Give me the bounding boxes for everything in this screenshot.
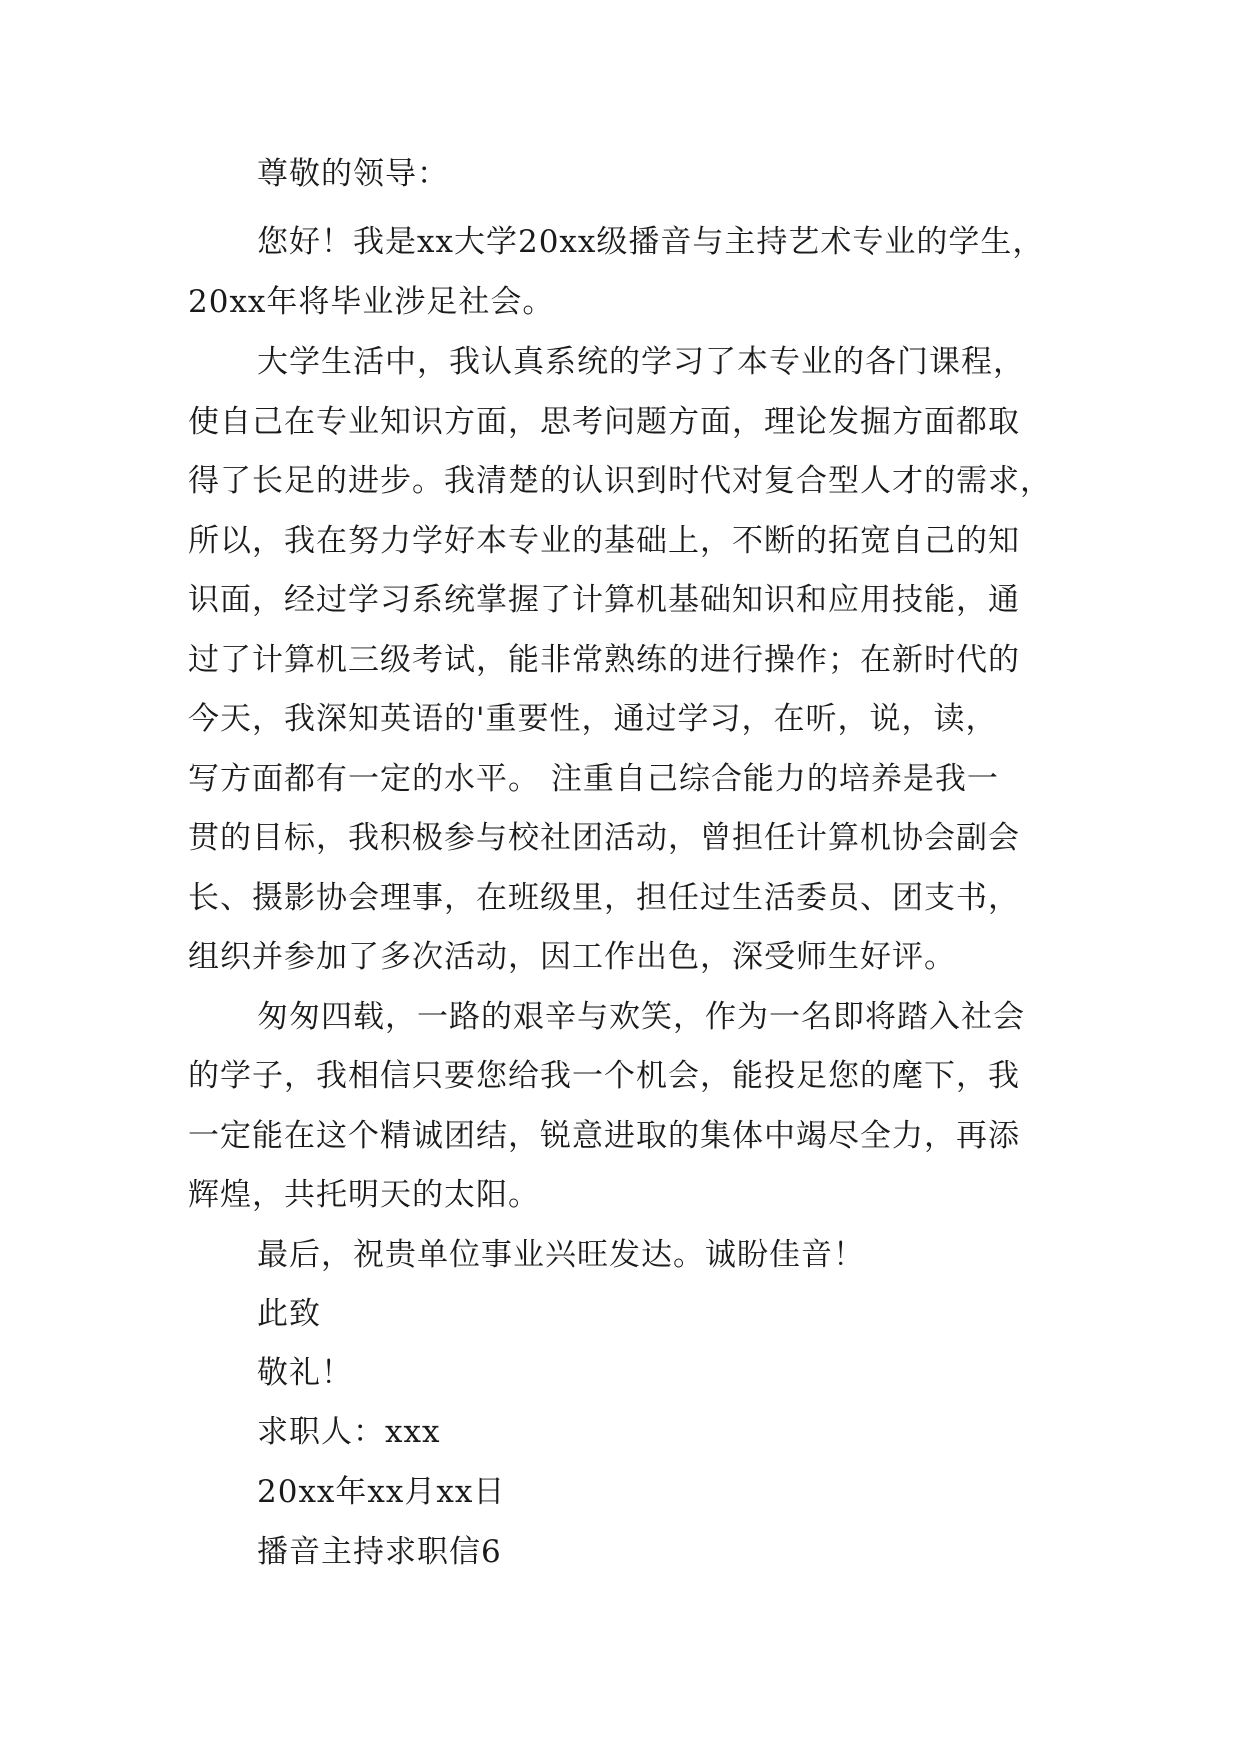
paragraph-line: 使自己在专业知识方面，思考问题方面，理论发掘方面都取	[188, 404, 1020, 440]
paragraph-line: 今天，我深知英语的'重要性，通过学习，在听，说，读，	[188, 701, 998, 737]
paragraph-line: 写方面都有一定的水平。 注重自己综合能力的培养是我一	[188, 761, 999, 797]
closing-phrase: 此致	[257, 1296, 321, 1332]
section-heading: 播音主持求职信6	[257, 1534, 502, 1570]
paragraph-line: 20xx年将毕业涉足社会。	[188, 284, 555, 320]
paragraph-line: 所以，我在努力学好本专业的基础上，不断的拓宽自己的知	[188, 523, 1020, 559]
paragraph-line: 组织并参加了多次活动，因工作出色，深受师生好评。	[188, 939, 956, 975]
paragraph-line: 大学生活中，我认真系统的学习了本专业的各门课程，	[257, 344, 1025, 380]
paragraph-line: 辉煌，共托明天的太阳。	[188, 1177, 540, 1213]
paragraph-line: 得了长足的进步。我清楚的认识到时代对复合型人才的需求，	[188, 463, 1052, 499]
closing-wish: 最后，祝贵单位事业兴旺发达。诚盼佳音！	[257, 1237, 865, 1273]
paragraph-line: 长、摄影协会理事，在班级里，担任过生活委员、团支书，	[188, 880, 1020, 916]
paragraph-line: 过了计算机三级考试，能非常熟练的进行操作；在新时代的	[188, 642, 1020, 678]
signature: 求职人：xxx	[257, 1414, 441, 1450]
paragraph-line: 贯的目标，我积极参与校社团活动，曾担任计算机协会副会	[188, 820, 1020, 856]
salutation: 尊敬的领导：	[257, 156, 449, 192]
closing-salute: 敬礼！	[257, 1355, 353, 1391]
paragraph-line: 识面，经过学习系统掌握了计算机基础知识和应用技能，通	[188, 582, 1020, 618]
paragraph-line: 匆匆四载，一路的艰辛与欢笑，作为一名即将踏入社会	[257, 999, 1025, 1035]
paragraph-line: 一定能在这个精诚团结，锐意进取的集体中竭尽全力，再添	[188, 1118, 1020, 1154]
date: 20xx年xx月xx日	[257, 1474, 506, 1510]
paragraph-line: 您好！我是xx大学20xx级播音与主持艺术专业的学生，	[257, 224, 1045, 260]
paragraph-line: 的学子，我相信只要您给我一个机会，能投足您的麾下，我	[188, 1058, 1020, 1094]
